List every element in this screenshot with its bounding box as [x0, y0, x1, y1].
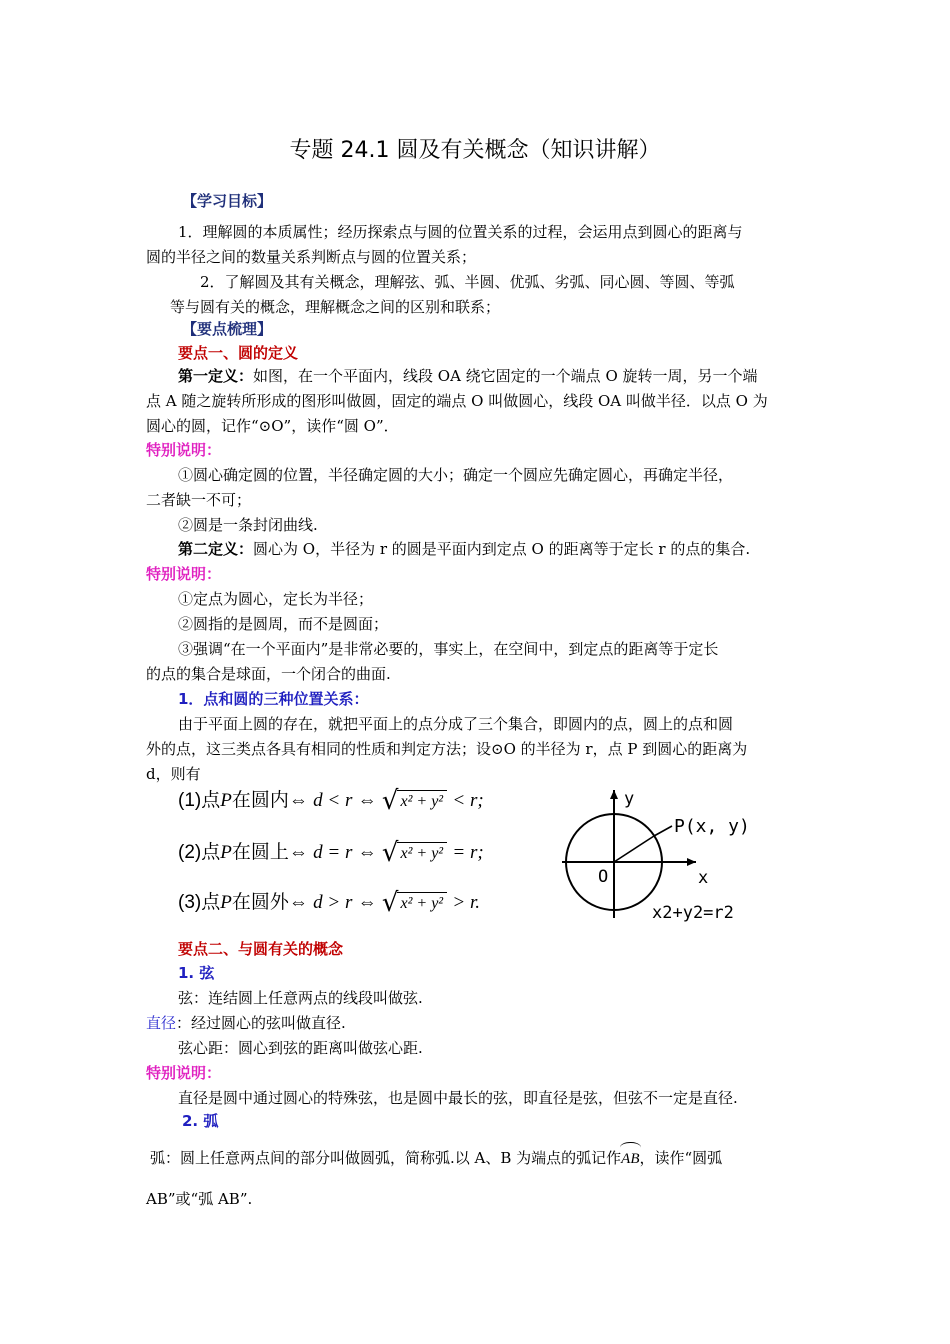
special-note-label-2: 特别说明：: [146, 565, 222, 583]
arc-text-2: ，读作“圆弧: [639, 1149, 723, 1167]
circle-equation: x2+y2=r2: [652, 903, 734, 923]
page-title: 专题 24.1 圆及有关概念（知识讲解）: [289, 138, 661, 163]
formula-prefix: (3)点: [178, 892, 221, 913]
point2-heading: 要点二、与圆有关的概念: [178, 940, 344, 958]
formula-on: [178, 838, 484, 868]
objective-1-line-2: 圆的半径之间的数量关系判断点与圆的位置关系；: [146, 248, 477, 266]
formula-where: 在圆内: [231, 790, 289, 811]
position-line-1: 由于平面上圆的存在，就把平面上的点分成了三个集合，即圆内的点，圆上的点和圆: [178, 715, 734, 733]
note-3: ①定点为圆心，定长为半径；: [178, 590, 374, 608]
def1-line-3: 圆心的圆，记作“⊙O”，读作“圆 O”．: [146, 417, 399, 435]
summary-heading: 【要点梳理】: [182, 320, 273, 338]
formula-prefix: (2)点: [178, 842, 221, 863]
point1-heading: 要点一、圆的定义: [178, 344, 299, 362]
formula-where: 在圆上: [231, 842, 289, 863]
diameter-note: 直径是圆中通过圆心的特殊弦，也是圆中最长的弦，即直径是弦，但弦不一定是直径.: [178, 1089, 738, 1107]
chord-heading: 1. 弦: [178, 964, 215, 982]
x-axis-arrow: [687, 858, 696, 866]
note-4: ②圆指的是圆周，而不是圆面；: [178, 615, 389, 633]
def1-text: 如图，在一个平面内，线段 OA 绕它固定的一个端点 O 旋转一周，另一个端: [253, 367, 758, 385]
note-1-line-1: ①圆心确定圆的位置，半径确定圆的大小；确定一个圆应先确定圆心，再确定半径，: [178, 466, 734, 484]
formula-where: 在圆外: [231, 892, 289, 913]
formula-arrow: ⇔: [288, 842, 308, 863]
objective-2-line-1: 2．了解圆及其有关概念，理解弦、弧、半圆、优弧、劣弧、同心圆、等圆、等弧: [200, 273, 735, 291]
formula-outside: [178, 888, 480, 918]
formula-arrow: ⇔: [357, 892, 377, 913]
radical-sign: √: [381, 888, 399, 918]
formula-condition: d < r: [313, 790, 353, 811]
formula-prefix: (1)点: [178, 790, 221, 811]
formula-radicand: x² + y²: [397, 842, 448, 865]
arc-text-1: 弧：圆上任意两点间的部分叫做圆弧，简称弧.以 A、B 为端点的弧记作: [150, 1149, 622, 1167]
arc-definition-line-2: AB”或“弧 AB”.: [146, 1190, 253, 1208]
special-note-label-1: 特别说明：: [146, 441, 222, 459]
def2-text: 圆心为 O，半径为 r 的圆是平面内到定点 O 的距离等于定长 r 的点的集合.: [253, 540, 751, 558]
special-note-label-3: 特别说明：: [146, 1064, 222, 1082]
arc-symbol: AB: [621, 1144, 639, 1170]
diameter-label: 直径: [146, 1014, 177, 1032]
formula-arrow: ⇔: [357, 842, 377, 863]
formula-tail: < r;: [452, 790, 484, 811]
note-2: ②圆是一条封闭曲线.: [178, 516, 318, 534]
formula-arrow: ⇔: [357, 790, 377, 811]
def1-line-2: 点 A 随之旋转所形成的图形叫做圆，固定的端点 O 叫做圆心，线段 OA 叫做半径．以点 O 为: [146, 392, 768, 410]
arc-definition-line-1: [150, 1144, 722, 1170]
diameter-text: ：经过圆心的弦叫做直径.: [176, 1014, 346, 1032]
point-leader-line: [654, 826, 672, 836]
objectives-heading: 【学习目标】: [182, 192, 273, 210]
radical-sign: √: [381, 786, 399, 816]
formula-arrow: ⇔: [288, 790, 308, 811]
origin-label: O: [598, 867, 609, 887]
formula-condition: d = r: [313, 842, 353, 863]
formula-point: P: [220, 790, 232, 811]
def2-line: [178, 538, 750, 560]
def1-label: 第一定义：: [178, 367, 254, 385]
position-line-3: d，则有: [146, 765, 201, 783]
point-label: P(x, y): [674, 816, 750, 837]
chord-definition: 弦：连结圆上任意两点的线段叫做弦.: [178, 989, 423, 1007]
position-line-2: 外的点，这三类点各具有相同的性质和判定方法；设⊙O 的半径为 r，点 P 到圆心的距离为: [146, 740, 748, 758]
note-5-line-2: 的点的集合是球面，一个闭合的曲面.: [146, 665, 391, 683]
note-5-line-1: ③强调“在一个平面内”是非常必要的，事实上，在空间中，到定点的距离等于定长: [178, 640, 719, 658]
def2-label: 第二定义：: [178, 540, 254, 558]
formula-arrow: ⇔: [288, 892, 308, 913]
objective-1-line-1: 1．理解圆的本质属性；经历探索点与圆的位置关系的过程，会运用点到圆心的距离与: [178, 223, 743, 241]
formula-inside: [178, 786, 484, 816]
formula-point: P: [220, 892, 232, 913]
formula-point: P: [220, 842, 232, 863]
radius-segment: [614, 836, 654, 862]
arc-heading: 2. 弧: [182, 1112, 219, 1130]
position-relation-heading: 1．点和圆的三种位置关系：: [178, 690, 369, 708]
note-1-line-2: 二者缺一不可；: [146, 491, 252, 509]
def1-line-1: [178, 365, 758, 387]
x-label: x: [698, 868, 709, 888]
formula-radicand: x² + y²: [397, 892, 448, 915]
y-label: y: [624, 789, 635, 809]
formula-tail: > r.: [452, 892, 480, 913]
radical-sign: √: [381, 838, 399, 868]
y-axis-arrow: [610, 790, 618, 799]
chord-distance-definition: 弦心距：圆心到弦的距离叫做弦心距.: [178, 1039, 423, 1057]
formula-condition: d > r: [313, 892, 353, 913]
diameter-definition: [146, 1012, 346, 1034]
circle-figure: [556, 786, 786, 926]
formula-tail: = r;: [452, 842, 484, 863]
formula-radicand: x² + y²: [397, 790, 448, 813]
objective-2-line-2: 等与圆有关的概念，理解概念之间的区别和联系；: [170, 298, 501, 316]
